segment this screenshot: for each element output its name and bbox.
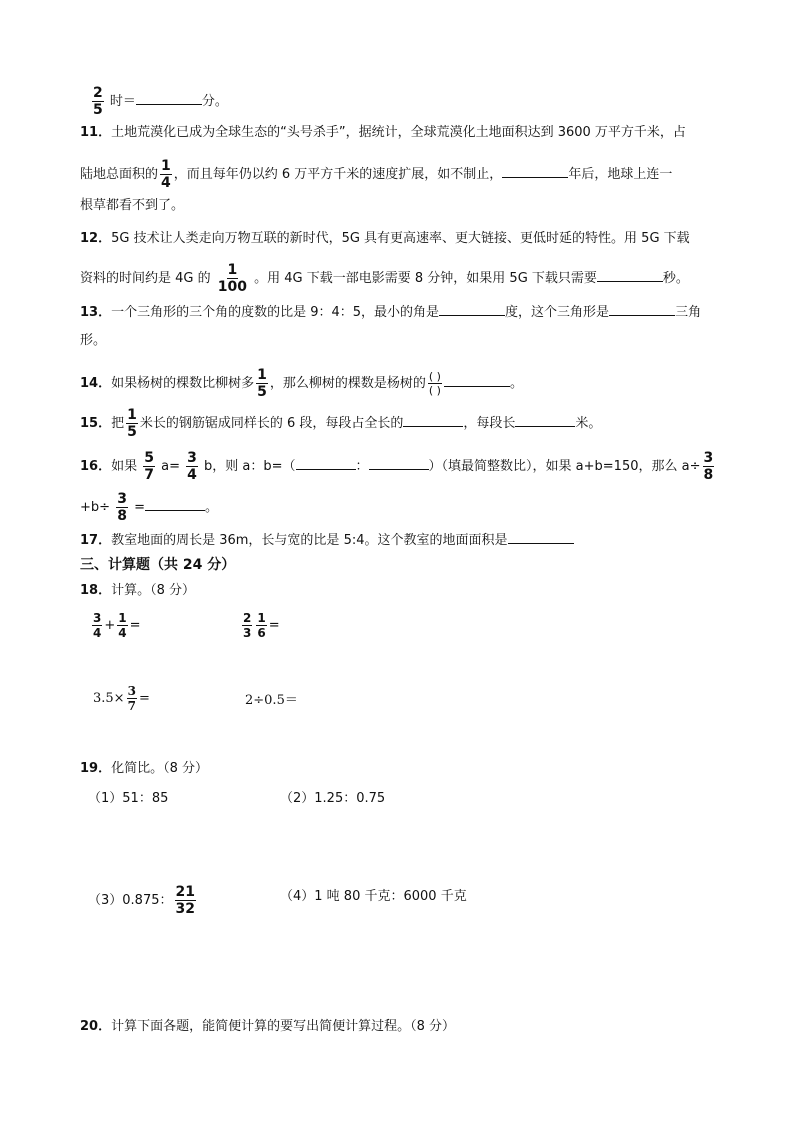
- answer-blank[interactable]: [296, 455, 356, 470]
- answer-blank[interactable]: [508, 529, 574, 544]
- answer-blank[interactable]: [444, 372, 510, 387]
- q10-tail-line: $\frac{2}{5}$ 时＝ 分。: [93, 85, 228, 118]
- fraction: $\frac{1}{4}$: [118, 611, 127, 640]
- q11-line1: 11．土地荒漠化已成为全球生态的“头号杀手”，据统计，全球荒漠化土地面积达到 3600 万平方千米，占: [80, 125, 686, 140]
- fraction: $\frac{3}{8}$: [703, 450, 714, 483]
- answer-blank[interactable]: [502, 163, 568, 178]
- answer-blank[interactable]: [145, 496, 205, 511]
- fraction: $\frac{2}{3}$: [243, 611, 252, 640]
- q15-line: 15．把 $\frac{1}{5}$ 米长的钢筋锯成同样长的 6 段，每段占全长的 ，每段长 米。: [80, 407, 602, 440]
- q14-line: 14．如果杨树的棵数比柳树多 $\frac{1}{5}$ ，那么柳树的棵数是杨树的 $\frac{( )}{( )}$ 。: [80, 367, 523, 400]
- q12-line2: 资料的时间约是 4G 的 $\frac{1}{100}$ 。用 4G 下载一部电影需要 8 分钟，如果用 5G 下载只需要 秒。: [80, 262, 689, 295]
- section-title: 三、计算题（共 24 分）: [80, 557, 236, 573]
- answer-blank[interactable]: [439, 301, 505, 316]
- fraction: $\frac{3}{4}$: [93, 611, 102, 640]
- answer-blank[interactable]: [515, 412, 575, 427]
- fraction: $\frac{21}{32}$: [175, 884, 195, 917]
- fraction: $\frac{1}{6}$: [257, 611, 266, 640]
- ratio-item: （2）1.25：0.75: [280, 791, 386, 806]
- fraction: $\frac{1}{5}$: [257, 367, 267, 400]
- ratio-item: （3）0.875： $\frac{21}{32}$: [88, 884, 195, 917]
- fraction: $\frac{3}{8}$: [117, 491, 127, 524]
- fraction: $\frac{1}{100}$: [217, 262, 247, 295]
- q13-line2: 形。: [80, 333, 107, 348]
- blank-fraction[interactable]: $\frac{( )}{( )}$: [428, 370, 441, 397]
- q11-line2: 陆地总面积的 $\frac{1}{4}$ ，而且每年仍以约 6 万平方千米的速度扩展，如不制止， 年后，地球上连一: [80, 158, 673, 191]
- calc-expression: $\frac{2}{3}$ $\frac{1}{6}$ =: [243, 611, 280, 640]
- q18-line: 18．计算。（8 分）: [80, 583, 195, 598]
- q16-line1: 16．如果 $\frac{5}{7}$ a= $\frac{3}{4}$ b，则 a：b=（ ： ）（填最简整数比），如果 a+b=150，那么 a÷ $\frac{3}{8}$: [80, 450, 714, 483]
- q13-line1: 13．一个三角形的三个角的度数的比是 9：4：5，最小的角是 度，这个三角形是 三角: [80, 301, 701, 323]
- calc-expression: $\frac{3}{4}$ + $\frac{1}{4}$ =: [93, 611, 141, 640]
- q11-line3: 根草都看不到了。: [80, 198, 185, 213]
- fraction: $\frac{1}{4}$: [161, 158, 171, 191]
- calc-expression: 2÷0.5＝: [245, 693, 298, 708]
- answer-blank[interactable]: [609, 301, 675, 316]
- q12-line1: 12．5G 技术让人类走向万物互联的新时代，5G 具有更高速率、更大链接、更低时延的特性。用 5G 下载: [80, 231, 690, 246]
- fraction: $\frac{2}{5}$: [93, 85, 103, 118]
- fraction: $\frac{1}{5}$: [127, 407, 137, 440]
- ratio-item: （4）1 吨 80 千克：6000 千克: [280, 889, 467, 904]
- q16-line2: +b÷ $\frac{3}{8}$ = 。: [80, 491, 218, 524]
- ratio-item: （1）51：85: [88, 791, 169, 806]
- q19-line: 19．化简比。（8 分）: [80, 761, 208, 776]
- answer-blank[interactable]: [136, 90, 202, 105]
- q17-line: 17．教室地面的周长是 36m，长与宽的比是 5:4。这个教室的地面面积是: [80, 529, 574, 551]
- answer-blank[interactable]: [597, 267, 663, 282]
- q20-line: 20．计算下面各题，能简便计算的要写出简便计算过程。（8 分）: [80, 1019, 455, 1034]
- fraction: $\frac{5}{7}$: [144, 450, 154, 483]
- answer-blank[interactable]: [369, 455, 429, 470]
- answer-blank[interactable]: [403, 412, 463, 427]
- calc-expression: 3.5× $\frac{3}{7}$ =: [93, 684, 150, 713]
- fraction: $\frac{3}{7}$: [127, 684, 136, 713]
- fraction: $\frac{3}{4}$: [187, 450, 197, 483]
